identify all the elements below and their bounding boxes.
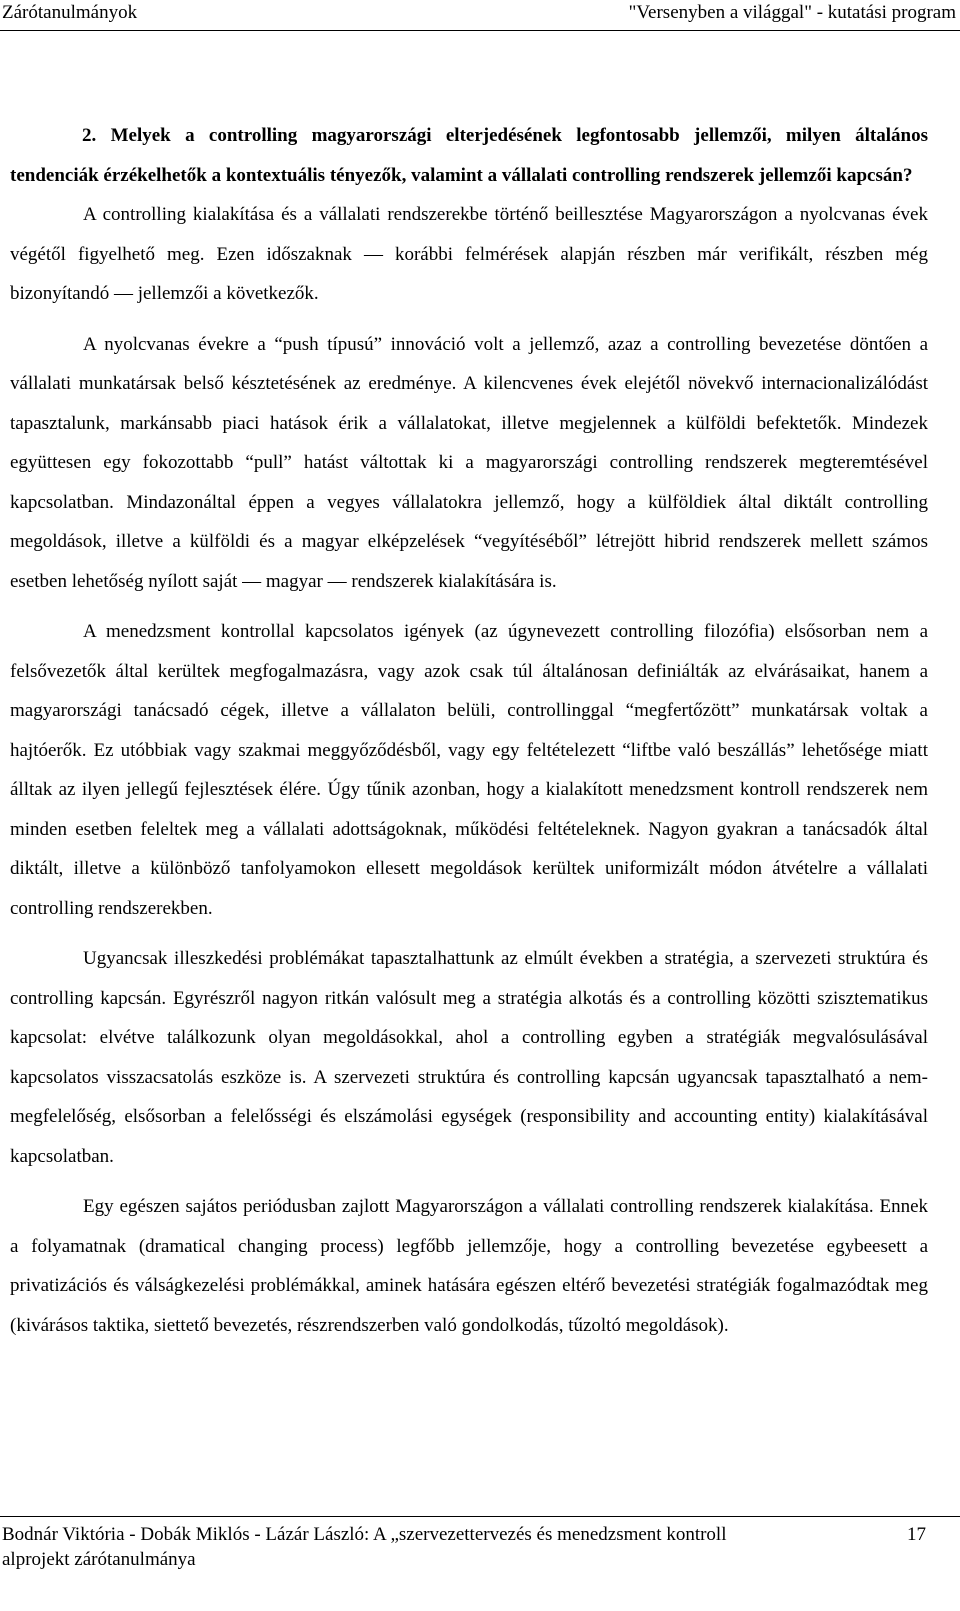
- footer-subtitle: alprojekt zárótanulmánya: [2, 1549, 196, 1570]
- document-body: [10, 116, 928, 1345]
- paragraph-3: A menedzsment kontrollal kapcsolatos igények (az úgynevezett controlling filozófia) elsősorban nem a felsővezetők által kerültek megfogalmazásra, vagy azok csak túl általánosan definiálták az elvárásaikat, hanem a magyarországi tanácsadó cégek, illetve a vállalaton belüli, controllinggal “megfertőzött” munkatársak voltak a hajtóerők. Ez utóbbiak vagy szakmai meggyőződésből, vagy egy feltételezett “liftbe való beszállás” lehetősége miatt álltak az ilyen jellegű fejlesztések élére. Úgy tűnik azonban, hogy a kialakított menedzsment kontroll rendszerek nem minden esetben feleltek meg a vállalati adottságoknak, működési feltételeknek. Nagyon gyakran a tanácsadók által diktált, illetve a különböző tanfolyamokon ellesett megoldások kerültek uniformizált módon átvételre a vállalati controlling rendszerekben.: [10, 621, 928, 919]
- paragraph-1: A controlling kialakítása és a vállalati rendszerekbe történő beillesztése Magyarországon a nyolcvanas évek végétől figyelhető meg. Ezen időszaknak — korábbi felmérések alapján részben már verifikált, részben még bizonyítandó — jellemzői a következők.: [10, 204, 928, 304]
- page-number: 17: [907, 1524, 926, 1545]
- question-text: Melyek a controlling magyarországi elterjedésének legfontosabb jellemzői, milyen általános tendenciák érzékelhetők a kontextuális tényezők, valamint a vállalati controlling rendszerek jellemzői kapcsán?: [10, 125, 929, 186]
- page-footer: [0, 1516, 960, 1570]
- question-number: 2.: [82, 125, 97, 146]
- footer-authors: Bodnár Viktória - Dobák Miklós - Lázár László: A „szervezettervezés és menedzsment kontroll: [2, 1524, 727, 1545]
- paragraph-4: Ugyancsak illeszkedési problémákat tapasztalhattunk az elmúlt években a stratégia, a szervezeti struktúra és controlling kapcsán. Egyrészről nagyon ritkán valósult meg a stratégia alkotás és a controlling közötti szisztematikus kapcsolat: elvétve találkozunk olyan megoldásokkal, ahol a controlling egyben a stratégiák megvalósulásával kapcsolatos visszacsatolás eszköze is. A szervezeti struktúra és controlling kapcsán ugyancsak tapasztalható a nem-megfelelőség, elsősorban a felelősségi és elszámolási egységek (responsibility and accounting entity) kialakításával kapcsolatban.: [10, 948, 928, 1167]
- paragraph-5: Egy egészen sajátos periódusban zajlott Magyarországon a vállalati controlling rendszerek kialakítása. Ennek a folyamatnak (dramatical changing process) legfőbb jellemzője, hogy a controlling bevezetése egybeesett a privatizációs és válságkezelési problémákkal, aminek hatására egészen eltérő bevezetési stratégiák fogalmazódtak meg (kivárásos taktika, siettető bevezetés, részrendszerben való gondolkodás, tűzoltó megoldások).: [10, 1196, 928, 1336]
- section-question: [10, 116, 928, 195]
- header-program-title: "Versenyben a világgal" - kutatási program: [628, 2, 956, 23]
- page-header: [0, 0, 960, 31]
- paragraph-2: A nyolcvanas évekre a “push típusú” innováció volt a jellemző, azaz a controlling bevezetése döntően a vállalati munkatársak belső késztetésének az eredménye. A kilencvenes évek elejétől növekvő internacionalizálódást tapasztalunk, markánsabb piaci hatások érik a vállalatokat, illetve megjelennek a külföldi befektetők. Mindezek együttesen egy fokozottabb “pull” hatást váltottak ki a magyarországi controlling rendszerek megteremtésével kapcsolatban. Mindazonáltal éppen a vegyes vállalatokra jellemző, hogy a külföldiek által diktált controlling megoldások, illetve a külföldi és a magyar elképzelések “vegyítéséből” létrejött hibrid rendszerek mellett számos esetben lehetőség nyílott saját — magyar — rendszerek kialakítására is.: [10, 333, 928, 592]
- header-series-title: Zárótanulmányok: [2, 2, 138, 23]
